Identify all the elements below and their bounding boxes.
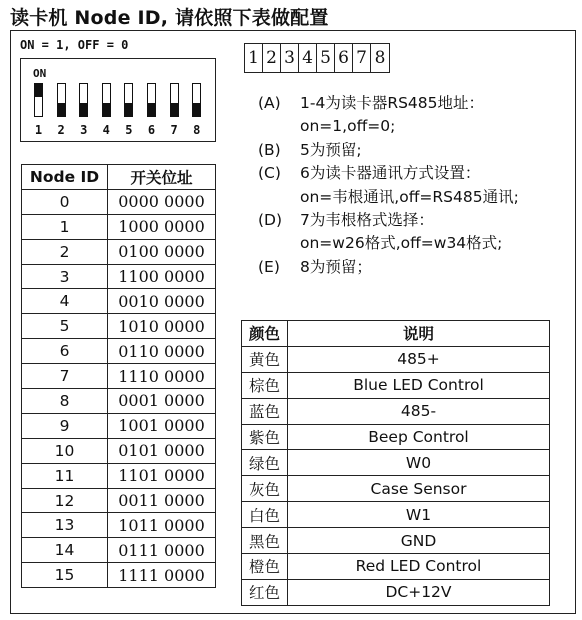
dip-switch-knob — [148, 103, 155, 116]
node-id-cell: 5 — [22, 314, 108, 339]
node-id-table — [21, 164, 216, 588]
wire-color-cell: 绿色 — [242, 450, 288, 476]
table-row — [242, 450, 550, 476]
switch-address-cell: 0011 0000 — [108, 488, 216, 513]
table-row — [22, 189, 216, 214]
description-label: (C) — [258, 164, 281, 183]
dip-switch-number: 8 — [193, 123, 201, 137]
node-id-cell: 1 — [22, 214, 108, 239]
wire-color-cell: 灰色 — [242, 476, 288, 502]
wire-function-cell: GND — [288, 528, 550, 554]
table-row — [242, 398, 550, 424]
wire-color-cell: 白色 — [242, 502, 288, 528]
wire-function-cell: 485- — [288, 398, 550, 424]
dip-switch-number: 3 — [80, 123, 88, 137]
dip-switch-7 — [170, 83, 179, 117]
description-label: (A) — [258, 94, 281, 112]
switch-address-cell: 0110 0000 — [108, 339, 216, 364]
node-id-cell: 15 — [22, 563, 108, 588]
wire-color-cell: 紫色 — [242, 424, 288, 450]
dip-switch-number: 2 — [57, 123, 65, 137]
switch-number-cell: 8 — [374, 48, 386, 68]
switch-address-cell: 1001 0000 — [108, 413, 216, 438]
wire-function-cell: Red LED Control — [288, 554, 550, 580]
dip-switch-3 — [79, 83, 88, 117]
switch-number-cell: 6 — [335, 44, 353, 72]
switch-number-cell: 3 — [281, 44, 299, 72]
table-row — [22, 563, 216, 588]
description-label: (B) — [258, 140, 281, 159]
node-id-cell: 12 — [22, 488, 108, 513]
wire-color-cell: 黄色 — [242, 346, 288, 372]
dip-switch-knob — [35, 84, 42, 97]
dip-switch-knob — [193, 103, 200, 116]
dip-on-label: ON — [33, 67, 47, 80]
color-table-header-row — [242, 321, 550, 347]
switch-address-cell: 1000 0000 — [108, 214, 216, 239]
wire-function-cell: 485+ — [288, 346, 550, 372]
table-row — [22, 364, 216, 389]
description-row — [258, 92, 570, 115]
table-row — [22, 239, 216, 264]
dip-switch-knob — [171, 103, 178, 116]
description-continuation: on=1,off=0; — [300, 117, 396, 136]
dip-switch-knob — [80, 103, 87, 116]
wire-function-cell: W0 — [288, 450, 550, 476]
wire-function-cell: Blue LED Control — [288, 372, 550, 398]
switch-address-cell: 1111 0000 — [108, 563, 216, 588]
table-row — [22, 339, 216, 364]
description-text: 5为预留; — [300, 140, 362, 159]
dip-switch-8 — [192, 83, 201, 117]
table-row — [22, 538, 216, 563]
wire-color-cell: 红色 — [242, 579, 288, 605]
node-id-cell: 9 — [22, 413, 108, 438]
switch-number-cell: 5 — [317, 44, 335, 72]
switch-number-cell: 2 — [263, 44, 281, 72]
node-id-cell: 14 — [22, 538, 108, 563]
switch-descriptions — [258, 92, 570, 279]
node-table-header-row — [22, 165, 216, 190]
switch-address-cell: 0101 0000 — [108, 438, 216, 463]
node-id-cell: 3 — [22, 264, 108, 289]
table-row — [242, 476, 550, 502]
node-id-cell: 10 — [22, 438, 108, 463]
wire-color-cell: 棕色 — [242, 372, 288, 398]
node-id-cell: 6 — [22, 339, 108, 364]
dip-switch-number: 4 — [102, 123, 110, 137]
table-row — [22, 438, 216, 463]
dip-switch-2 — [57, 83, 66, 117]
node-id-cell: 4 — [22, 289, 108, 314]
switch-number-strip — [244, 43, 390, 73]
table-row — [22, 413, 216, 438]
node-id-cell: 2 — [22, 239, 108, 264]
wire-function-cell: W1 — [288, 502, 550, 528]
dip-switch-number: 5 — [125, 123, 133, 137]
table-row — [22, 289, 216, 314]
wire-color-cell: 橙色 — [242, 554, 288, 580]
node-id-cell: 11 — [22, 463, 108, 488]
description-label: (E) — [258, 257, 280, 276]
dip-switch-knob — [125, 103, 132, 116]
switch-address-cell: 1101 0000 — [108, 463, 216, 488]
page-title: 读卡机 Node ID, 请依照下表做配置 — [10, 7, 329, 29]
description-row — [258, 209, 570, 232]
switch-address-cell: 1011 0000 — [108, 513, 216, 538]
node-id-cell: 13 — [22, 513, 108, 538]
table-row — [22, 488, 216, 513]
switch-number-cell: 1 — [245, 44, 263, 72]
switch-address-cell: 1100 0000 — [108, 264, 216, 289]
table-row — [242, 579, 550, 605]
description-row — [258, 256, 570, 279]
description-text: 7为韦根格式选择： — [300, 211, 434, 230]
wire-function-cell: Case Sensor — [288, 476, 550, 502]
switch-address-cell: 0100 0000 — [108, 239, 216, 264]
description-header: 说明 — [288, 321, 550, 347]
color-header: 颜色 — [242, 321, 288, 347]
description-label: (D) — [258, 211, 283, 230]
dip-switch-5 — [124, 83, 133, 117]
switch-address-cell: 1010 0000 — [108, 314, 216, 339]
switch-address-cell: 0010 0000 — [108, 289, 216, 314]
table-row — [242, 424, 550, 450]
dip-switch-number: 1 — [34, 123, 43, 137]
table-row — [22, 463, 216, 488]
description-continuation: on=w26格式,off=w34格式; — [300, 234, 503, 253]
table-row — [22, 389, 216, 414]
dip-switch-knob — [58, 103, 65, 116]
switch-number-cell: 4 — [299, 44, 317, 72]
table-row — [22, 314, 216, 339]
switch-address-cell: 1110 0000 — [108, 364, 216, 389]
wire-color-table — [241, 320, 550, 606]
description-row — [258, 162, 570, 185]
wire-color-cell: 蓝色 — [242, 398, 288, 424]
node-id-cell: 7 — [22, 364, 108, 389]
dip-switch-knob — [103, 103, 110, 116]
description-text: 1-4为读卡器RS485地址： — [300, 94, 485, 112]
table-row — [242, 346, 550, 372]
description-text: 8为预留； — [300, 257, 372, 276]
wire-color-cell: 黑色 — [242, 528, 288, 554]
description-text: 6为读卡器通讯方式设置： — [300, 164, 481, 183]
switch-number-cell: 7 — [353, 44, 371, 72]
dip-switch-1 — [34, 83, 43, 117]
table-row — [242, 554, 550, 580]
dip-switch-diagram — [20, 58, 216, 142]
switch-address-cell: 0001 0000 — [108, 389, 216, 414]
table-row — [22, 513, 216, 538]
node-id-cell: 0 — [22, 189, 108, 214]
table-row — [22, 264, 216, 289]
description-continuation: on=韦根通讯,off=RS485通讯; — [300, 187, 519, 206]
dip-switch-6 — [147, 83, 156, 117]
switch-address-cell: 0111 0000 — [108, 538, 216, 563]
switch-address-cell: 0000 0000 — [108, 189, 216, 214]
description-row — [258, 139, 570, 162]
table-row — [242, 528, 550, 554]
dip-switch-number: 7 — [170, 123, 178, 137]
table-row — [242, 372, 550, 398]
wire-function-cell: Beep Control — [288, 424, 550, 450]
dip-switch-4 — [102, 83, 111, 117]
node-id-cell: 8 — [22, 389, 108, 414]
table-row — [242, 502, 550, 528]
table-row — [22, 214, 216, 239]
switch-address-header: 开关位址 — [108, 165, 216, 190]
node-id-header: Node ID — [22, 165, 108, 190]
wire-function-cell: DC+12V — [288, 579, 550, 605]
on-off-legend: ON = 1, OFF = 0 — [20, 38, 129, 52]
dip-switch-number: 6 — [147, 123, 156, 137]
